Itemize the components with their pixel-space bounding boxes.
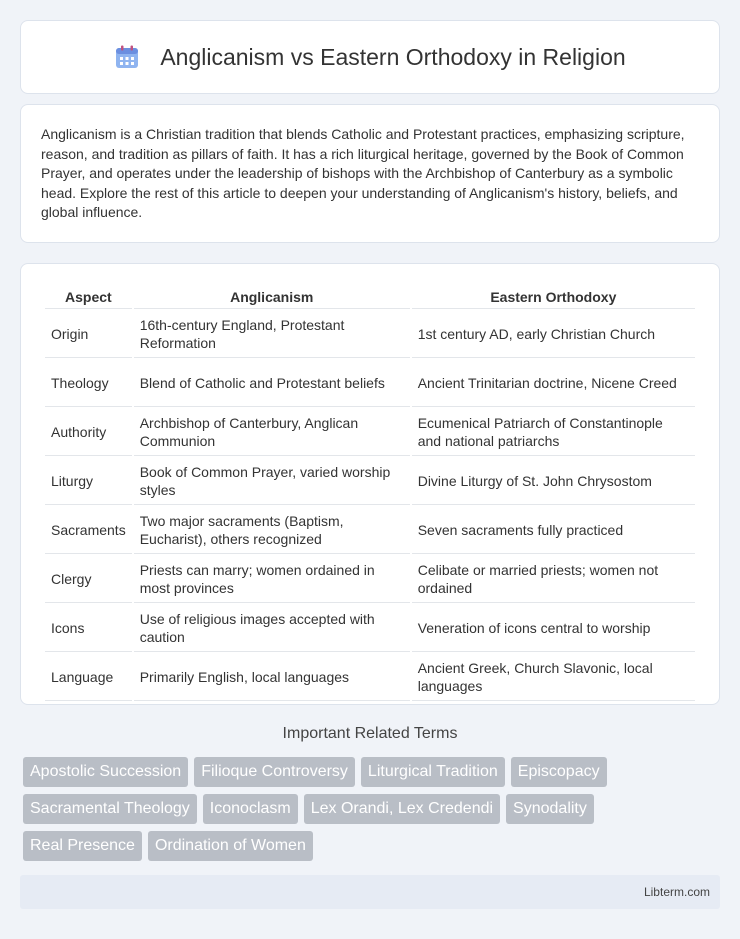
comparison-table xyxy=(43,284,697,703)
cell-anglicanism: Blend of Catholic and Protestant beliefs xyxy=(134,360,410,407)
cell-aspect: Clergy xyxy=(45,556,132,603)
calendar-icon xyxy=(114,44,140,70)
cell-orthodoxy: Veneration of icons central to worship xyxy=(412,605,695,652)
table-row xyxy=(45,458,695,505)
intro-text: Anglicanism is a Christian tradition that blends Catholic and Protestant practices, emphasizing scripture, reason, and tradition as pillars of faith. It has a rich liturgical heritage, governed by the Book of Common Prayer, and operates under the leadership of bishops with the Archbishop of Canterbury as a symbolic head. Explore the rest of this article to deepen your understanding of Anglicanism's history, beliefs, and global influence. xyxy=(41,126,685,221)
cell-anglicanism: Book of Common Prayer, varied worship styles xyxy=(134,458,410,505)
cell-anglicanism: Use of religious images accepted with caution xyxy=(134,605,410,652)
cell-anglicanism: Primarily English, local languages xyxy=(134,654,410,701)
cell-orthodoxy: Ancient Trinitarian doctrine, Nicene Creed xyxy=(412,360,695,407)
cell-aspect: Liturgy xyxy=(45,458,132,505)
table-row xyxy=(45,311,695,358)
related-term-tag[interactable]: Synodality xyxy=(506,794,594,824)
header-card xyxy=(20,20,720,94)
related-term-tag[interactable]: Iconoclasm xyxy=(203,794,298,824)
cell-orthodoxy: Ancient Greek, Church Slavonic, local languages xyxy=(412,654,695,701)
footer xyxy=(20,875,720,909)
cell-orthodoxy: 1st century AD, early Christian Church xyxy=(412,311,695,358)
cell-aspect: Theology xyxy=(45,360,132,407)
header-anglicanism: Anglicanism xyxy=(134,286,410,309)
cell-anglicanism: Priests can marry; women ordained in most provinces xyxy=(134,556,410,603)
cell-orthodoxy: Celibate or married priests; women not ordained xyxy=(412,556,695,603)
intro-card xyxy=(20,104,720,243)
cell-aspect: Origin xyxy=(45,311,132,358)
cell-aspect: Icons xyxy=(45,605,132,652)
comparison-card xyxy=(20,263,720,705)
related-term-tag[interactable]: Episcopacy xyxy=(511,757,607,787)
table-row xyxy=(45,556,695,603)
table-row xyxy=(45,360,695,407)
cell-aspect: Language xyxy=(45,654,132,701)
cell-aspect: Sacraments xyxy=(45,507,132,554)
related-term-tag[interactable]: Ordination of Women xyxy=(148,831,313,861)
related-terms-title: Important Related Terms xyxy=(282,725,458,742)
cell-aspect: Authority xyxy=(45,409,132,456)
table-header-row xyxy=(45,286,695,309)
table-row xyxy=(45,605,695,652)
cell-anglicanism: Two major sacraments (Baptism, Eucharist), others recognized xyxy=(134,507,410,554)
cell-orthodoxy: Seven sacraments fully practiced xyxy=(412,507,695,554)
related-term-tag[interactable]: Apostolic Succession xyxy=(23,757,188,787)
related-term-tag[interactable]: Liturgical Tradition xyxy=(361,757,505,787)
cell-orthodoxy: Divine Liturgy of St. John Chrysostom xyxy=(412,458,695,505)
table-row xyxy=(45,507,695,554)
header-eastern-orthodoxy: Eastern Orthodoxy xyxy=(412,286,695,309)
related-term-tag[interactable]: Filioque Controversy xyxy=(194,757,355,787)
cell-anglicanism: 16th-century England, Protestant Reformation xyxy=(134,311,410,358)
table-row xyxy=(45,409,695,456)
related-terms-list xyxy=(23,757,723,868)
related-term-tag[interactable]: Real Presence xyxy=(23,831,142,861)
cell-anglicanism: Archbishop of Canterbury, Anglican Communion xyxy=(134,409,410,456)
related-term-tag[interactable]: Sacramental Theology xyxy=(23,794,197,824)
related-term-tag[interactable]: Lex Orandi, Lex Credendi xyxy=(304,794,500,824)
cell-orthodoxy: Ecumenical Patriarch of Constantinople and national patriarchs xyxy=(412,409,695,456)
page-title: Anglicanism vs Eastern Orthodoxy in Religion xyxy=(160,43,626,70)
header-aspect: Aspect xyxy=(45,286,132,309)
footer-brand[interactable]: Libterm.com xyxy=(643,885,710,899)
table-row xyxy=(45,654,695,701)
